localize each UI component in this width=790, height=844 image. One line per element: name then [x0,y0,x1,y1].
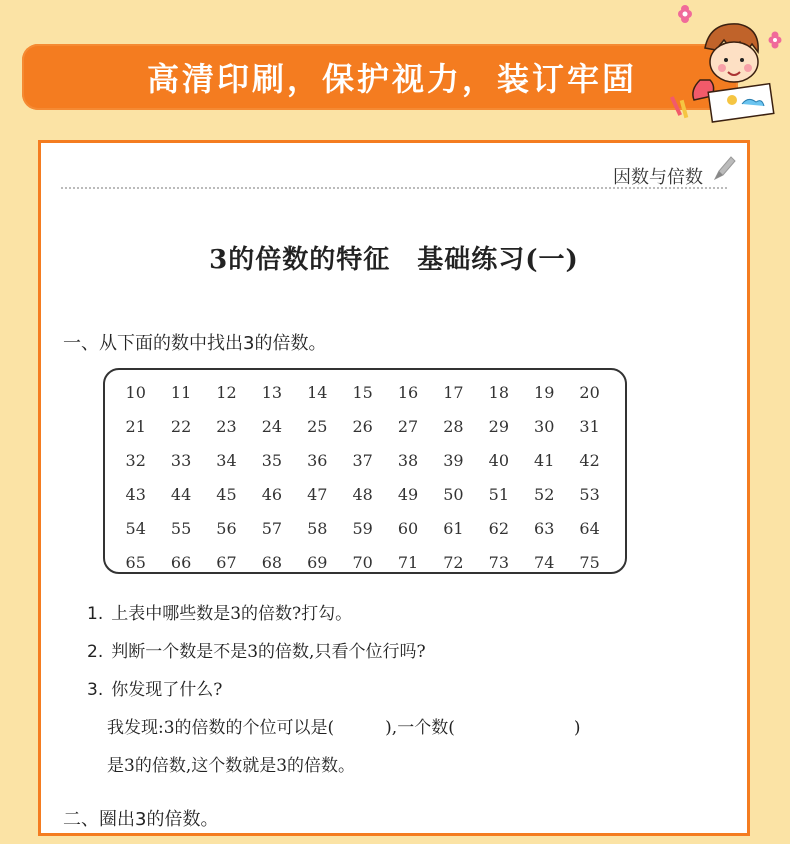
flower-icon [678,5,692,23]
number-cell[interactable]: 66 [170,552,192,572]
number-cell[interactable]: 61 [443,518,464,538]
child-drawing-illustration [660,0,790,125]
number-cell[interactable]: 13 [261,382,283,402]
header-divider [61,187,727,189]
number-cell[interactable]: 62 [488,518,509,538]
question-1: 1. 上表中哪些数是3的倍数?打勾。 [87,604,353,624]
number-cell[interactable]: 30 [534,416,555,436]
number-cell[interactable]: 15 [352,382,373,402]
number-cell[interactable]: 52 [534,484,555,504]
banner [22,44,738,110]
number-cell[interactable]: 72 [443,552,464,572]
number-cell[interactable]: 68 [261,552,283,572]
number-cell[interactable]: 43 [125,484,146,504]
number-cell[interactable]: 55 [170,518,192,538]
number-cell[interactable]: 71 [397,552,419,572]
number-cell[interactable]: 10 [125,382,146,402]
number-cell[interactable]: 11 [170,382,192,402]
number-cell[interactable]: 56 [216,518,237,538]
number-cell[interactable]: 45 [216,484,237,504]
number-cell[interactable]: 19 [534,382,555,402]
pencil-icon [711,153,737,183]
banner-title: 高清印刷，保护视力，装订牢固 [146,60,637,98]
number-cell[interactable]: 50 [443,484,464,504]
chapter-label: 因数与倍数 [613,167,703,188]
number-cell[interactable]: 32 [125,450,146,470]
number-cell[interactable]: 24 [261,416,283,436]
number-cell[interactable]: 23 [216,416,237,436]
number-cell[interactable]: 49 [397,484,419,504]
number-cell[interactable]: 64 [579,518,600,538]
answer-line-2: 是3的倍数,这个数就是3的倍数。 [107,756,356,776]
number-cell[interactable]: 63 [534,518,555,538]
number-cell[interactable]: 60 [397,518,419,538]
worksheet-paper [38,140,750,836]
number-cell[interactable]: 37 [352,450,373,470]
number-cell[interactable]: 20 [579,382,600,402]
number-cell[interactable]: 16 [397,382,419,402]
question-3: 3. 你发现了什么? [87,680,223,700]
number-cell[interactable]: 36 [307,450,328,470]
number-cell[interactable]: 44 [170,484,192,504]
number-cell[interactable]: 69 [307,552,328,572]
number-cell[interactable]: 39 [443,450,464,470]
number-cell[interactable]: 75 [579,552,600,572]
number-cell[interactable]: 38 [397,450,419,470]
number-cell[interactable]: 40 [488,450,509,470]
number-cell[interactable]: 28 [443,416,464,436]
number-cell[interactable]: 33 [170,450,192,470]
number-cell[interactable]: 47 [307,484,328,504]
number-cell[interactable]: 42 [579,450,600,470]
number-cell[interactable]: 14 [307,382,328,402]
number-cell[interactable]: 27 [397,416,419,436]
number-cell[interactable]: 54 [125,518,146,538]
number-grid [113,375,612,579]
number-cell[interactable]: 48 [352,484,373,504]
section-1-heading: 一、从下面的数中找出3的倍数。 [63,333,327,354]
number-cell[interactable]: 17 [443,382,464,402]
number-cell[interactable]: 34 [216,450,237,470]
number-cell[interactable]: 58 [307,518,328,538]
number-cell[interactable]: 21 [125,416,146,436]
number-cell[interactable]: 53 [579,484,600,504]
number-cell[interactable]: 31 [579,416,600,436]
number-cell[interactable]: 22 [170,416,192,436]
page-title: 3的倍数的特征 基础练习(一) [209,245,579,275]
number-cell[interactable]: 51 [488,484,509,504]
number-cell[interactable]: 73 [488,552,509,572]
answer-line-1: 我发现:3的倍数的个位可以是( ),一个数( ) [107,718,581,738]
number-cell[interactable]: 59 [352,518,373,538]
number-cell[interactable]: 35 [261,450,283,470]
number-cell[interactable]: 18 [488,382,509,402]
number-cell[interactable]: 70 [352,552,373,572]
number-cell[interactable]: 41 [534,450,555,470]
number-cell[interactable]: 25 [307,416,328,436]
section-2-heading: 二、圈出3的倍数。 [63,809,219,830]
number-cell[interactable]: 74 [534,552,555,572]
number-cell[interactable]: 67 [216,552,237,572]
number-cell[interactable]: 26 [352,416,373,436]
number-cell[interactable]: 65 [125,552,146,572]
number-table [103,368,627,574]
number-cell[interactable]: 29 [488,416,509,436]
number-cell[interactable]: 57 [261,518,283,538]
number-cell[interactable]: 46 [261,484,283,504]
number-cell[interactable]: 12 [216,382,237,402]
flower-icon [769,32,782,49]
question-2: 2. 判断一个数是不是3的倍数,只看个位行吗? [87,642,426,662]
